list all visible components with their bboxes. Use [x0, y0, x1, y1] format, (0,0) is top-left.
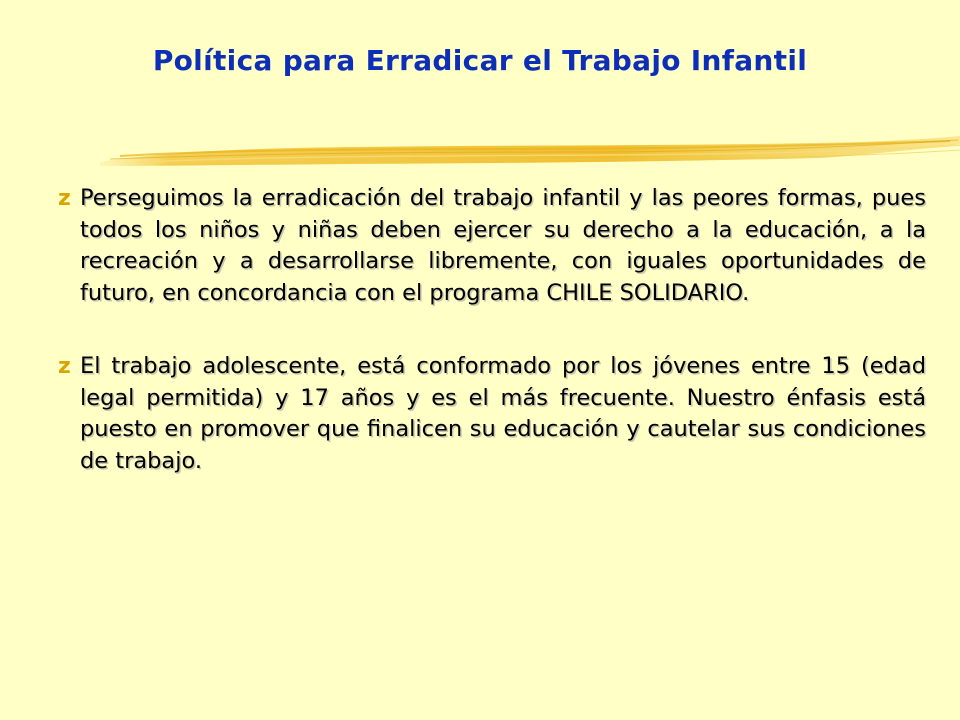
bullet-list: [58, 183, 926, 519]
bullet-marker-icon: z: [58, 186, 71, 211]
bullet-text: El trabajo adolescente, está conformado por los jóvenes entre 15 (edad legal permitida) y 17 años y es el más frecuente. Nuestro énfasis está puesto en promover que finalicen su educación y cautelar sus condiciones de trabajo.: [80, 353, 926, 474]
list-item: [58, 183, 926, 309]
slide-title: Política para Erradicar el Trabajo Infantil: [152, 44, 808, 77]
bullet-text: Perseguimos la erradicación del trabajo infantil y las peores formas, pues todos los niños y niñas deben ejercer su derecho a la educación, a la recreación y a desarrollarse libremente, con iguales oportunidades de futuro, en concordancia con el programa CHILE SOLIDARIO.: [80, 185, 926, 306]
brush-stroke-divider: [100, 132, 960, 176]
bullet-marker-icon: z: [58, 354, 71, 379]
list-item: [58, 351, 926, 477]
